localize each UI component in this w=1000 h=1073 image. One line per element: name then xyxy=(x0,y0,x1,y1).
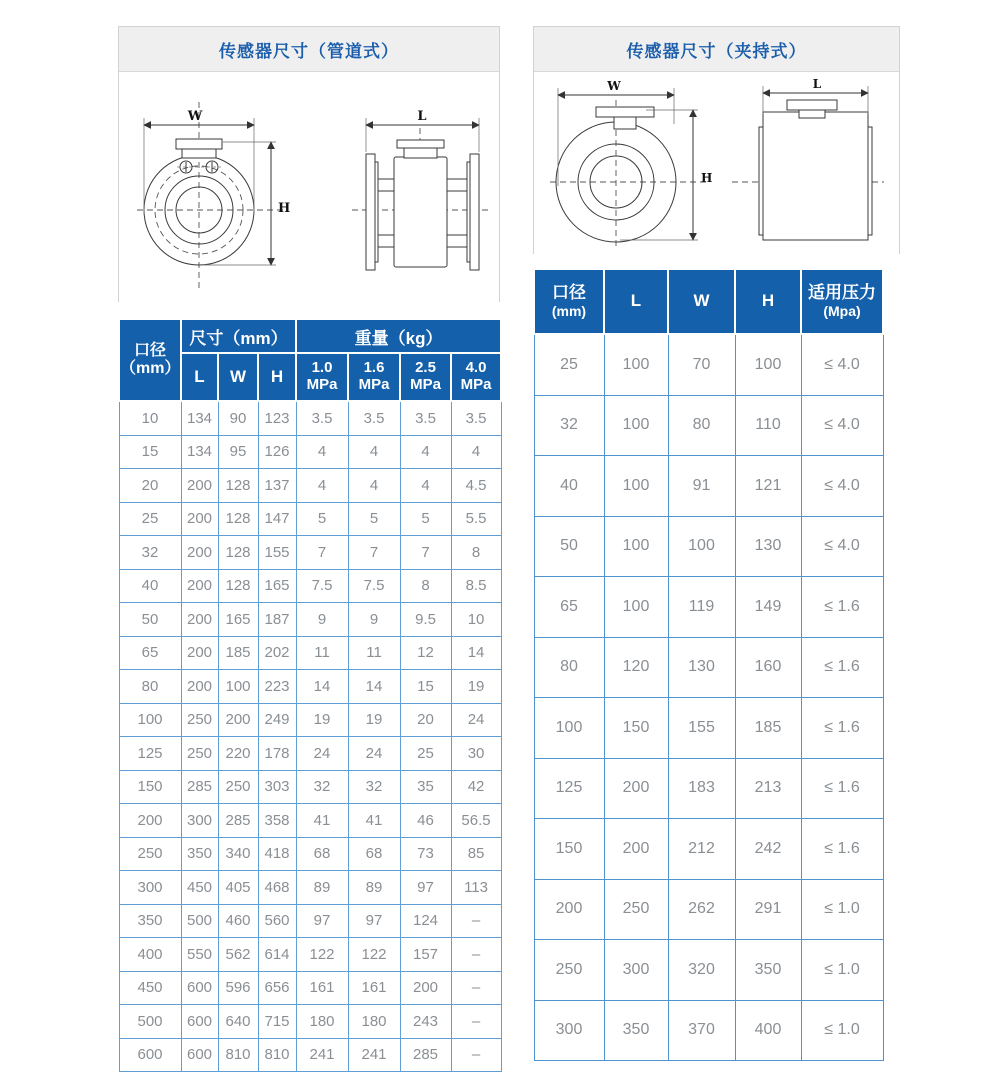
header-diameter-label: 口径 xyxy=(133,341,166,359)
table-cell: 596 xyxy=(218,971,258,1005)
table-cell: 97 xyxy=(400,871,451,905)
table-cell: 128 xyxy=(218,536,258,570)
header-w: W xyxy=(668,269,735,334)
table-row xyxy=(119,871,501,905)
table-cell: 25 xyxy=(400,737,451,771)
table-cell: 35 xyxy=(400,770,451,804)
table-cell: 128 xyxy=(218,502,258,536)
table-cell: 68 xyxy=(348,837,400,871)
table-cell: 20 xyxy=(119,469,181,503)
table-cell: 9 xyxy=(296,603,348,637)
table-cell: 5.5 xyxy=(451,502,501,536)
table-row xyxy=(534,395,883,456)
table-row xyxy=(119,703,501,737)
table-row xyxy=(119,435,501,469)
table-cell: 450 xyxy=(119,971,181,1005)
table-cell: 123 xyxy=(258,401,296,435)
dim-label-l: L xyxy=(812,77,822,91)
table-row xyxy=(534,334,883,395)
table-cell: 4 xyxy=(400,435,451,469)
table-cell: ≤ 1.6 xyxy=(801,698,883,759)
header-w: W xyxy=(218,353,258,401)
table-cell: 12 xyxy=(400,636,451,670)
table-cell: 149 xyxy=(735,577,801,638)
table-cell: 97 xyxy=(296,904,348,938)
table-cell: 285 xyxy=(181,770,218,804)
table-cell: 213 xyxy=(735,758,801,819)
table-cell: 405 xyxy=(218,871,258,905)
table-cell: 40 xyxy=(119,569,181,603)
table-cell: ≤ 1.6 xyxy=(801,637,883,698)
table-cell: 32 xyxy=(296,770,348,804)
table-cell: 185 xyxy=(218,636,258,670)
table-cell: ≤ 4.0 xyxy=(801,395,883,456)
table-cell: 160 xyxy=(735,637,801,698)
table-cell: 262 xyxy=(668,879,735,940)
table-row xyxy=(119,636,501,670)
table-cell: 500 xyxy=(119,1005,181,1039)
table-cell: 300 xyxy=(534,1000,604,1061)
table-cell: 8 xyxy=(451,536,501,570)
table-cell: 303 xyxy=(258,770,296,804)
clamp-table-body xyxy=(534,334,883,1061)
table-cell: 200 xyxy=(181,469,218,503)
table-cell: 350 xyxy=(604,1000,668,1061)
table-cell: 155 xyxy=(668,698,735,759)
table-cell: 122 xyxy=(348,938,400,972)
table-cell: 600 xyxy=(119,1038,181,1072)
table-cell: 10 xyxy=(451,603,501,637)
table-cell: 46 xyxy=(400,804,451,838)
dim-label-h: H xyxy=(701,171,713,185)
table-cell: 24 xyxy=(296,737,348,771)
table-cell: 340 xyxy=(218,837,258,871)
table-cell: 600 xyxy=(181,1038,218,1072)
table-cell: 40 xyxy=(534,456,604,517)
table-cell: 250 xyxy=(119,837,181,871)
table-cell: 200 xyxy=(400,971,451,1005)
table-cell: 19 xyxy=(348,703,400,737)
table-row xyxy=(534,819,883,880)
table-cell: 300 xyxy=(181,804,218,838)
table-cell: 100 xyxy=(735,334,801,395)
table-cell: 178 xyxy=(258,737,296,771)
table-cell: 562 xyxy=(218,938,258,972)
table-row xyxy=(119,837,501,871)
table-row xyxy=(534,879,883,940)
table-cell: 56.5 xyxy=(451,804,501,838)
table-cell: 50 xyxy=(119,603,181,637)
table-cell: – xyxy=(451,971,501,1005)
table-cell: 150 xyxy=(119,770,181,804)
table-row xyxy=(119,502,501,536)
table-cell: 8 xyxy=(400,569,451,603)
table-cell: 200 xyxy=(181,603,218,637)
table-row xyxy=(119,770,501,804)
table-cell: 32 xyxy=(348,770,400,804)
table-cell: 350 xyxy=(181,837,218,871)
table-cell: 125 xyxy=(534,758,604,819)
header-diameter xyxy=(119,319,181,401)
table-cell: 4 xyxy=(296,435,348,469)
pipe-sensor-drawing xyxy=(119,72,499,307)
table-cell: ≤ 1.0 xyxy=(801,940,883,1001)
table-cell: 32 xyxy=(119,536,181,570)
table-cell: 640 xyxy=(218,1005,258,1039)
table-row xyxy=(119,603,501,637)
table-cell: 7 xyxy=(348,536,400,570)
pipe-sensor-diagram-icon xyxy=(119,72,499,302)
table-cell: 113 xyxy=(451,871,501,905)
table-cell: 358 xyxy=(258,804,296,838)
table-cell: 250 xyxy=(604,879,668,940)
table-cell: 200 xyxy=(604,758,668,819)
table-cell: 7.5 xyxy=(296,569,348,603)
table-cell: 656 xyxy=(258,971,296,1005)
pipe-table-body xyxy=(119,401,501,1072)
table-cell: 250 xyxy=(181,703,218,737)
table-row xyxy=(534,698,883,759)
table-cell: 68 xyxy=(296,837,348,871)
table-cell: 100 xyxy=(218,670,258,704)
table-cell: – xyxy=(451,938,501,972)
table-cell: 100 xyxy=(604,456,668,517)
table-cell: 5 xyxy=(296,502,348,536)
table-cell: ≤ 1.6 xyxy=(801,758,883,819)
table-row xyxy=(534,456,883,517)
table-row xyxy=(119,938,501,972)
table-cell: 120 xyxy=(604,637,668,698)
table-cell: 11 xyxy=(348,636,400,670)
header-size-group: 尺寸（mm） xyxy=(181,319,296,353)
table-cell: 134 xyxy=(181,435,218,469)
table-cell: 15 xyxy=(400,670,451,704)
table-cell: 110 xyxy=(735,395,801,456)
table-row xyxy=(119,737,501,771)
table-row xyxy=(119,971,501,1005)
table-cell: ≤ 1.6 xyxy=(801,577,883,638)
table-cell: 165 xyxy=(258,569,296,603)
table-cell: 300 xyxy=(604,940,668,1001)
table-cell: 25 xyxy=(534,334,604,395)
table-cell: 50 xyxy=(534,516,604,577)
table-cell: 9.5 xyxy=(400,603,451,637)
table-cell: 4 xyxy=(296,469,348,503)
table-cell: 42 xyxy=(451,770,501,804)
table-cell: 400 xyxy=(735,1000,801,1061)
table-cell: 14 xyxy=(451,636,501,670)
table-cell: 91 xyxy=(668,456,735,517)
table-cell: – xyxy=(451,1038,501,1072)
table-cell: – xyxy=(451,1005,501,1039)
table-cell: 223 xyxy=(258,670,296,704)
table-cell: 134 xyxy=(181,401,218,435)
table-cell: 200 xyxy=(181,502,218,536)
header-l: L xyxy=(181,353,218,401)
table-cell: 8.5 xyxy=(451,569,501,603)
table-cell: 285 xyxy=(218,804,258,838)
table-cell: 126 xyxy=(258,435,296,469)
table-cell: 3.5 xyxy=(348,401,400,435)
table-cell: 200 xyxy=(119,804,181,838)
table-cell: 200 xyxy=(534,879,604,940)
table-cell: 300 xyxy=(119,871,181,905)
header-diameter: 口径 (mm) xyxy=(534,269,604,334)
table-cell: 10 xyxy=(119,401,181,435)
clamp-panel-title: 传感器尺寸（夹持式） xyxy=(534,27,899,72)
table-cell: 100 xyxy=(604,577,668,638)
table-cell: 73 xyxy=(400,837,451,871)
table-cell: 11 xyxy=(296,636,348,670)
table-cell: 80 xyxy=(534,637,604,698)
table-row xyxy=(119,569,501,603)
table-cell: 89 xyxy=(348,871,400,905)
table-cell: 320 xyxy=(668,940,735,1001)
table-cell: 30 xyxy=(451,737,501,771)
table-row xyxy=(119,1005,501,1039)
table-cell: 130 xyxy=(735,516,801,577)
table-cell: 249 xyxy=(258,703,296,737)
clamp-type-spec-table xyxy=(533,268,884,1061)
table-row xyxy=(119,1038,501,1072)
header-l: L xyxy=(604,269,668,334)
pipe-type-spec-table xyxy=(118,318,502,1072)
table-cell: 32 xyxy=(534,395,604,456)
table-cell: 200 xyxy=(181,536,218,570)
table-cell: 5 xyxy=(348,502,400,536)
table-cell: 85 xyxy=(451,837,501,871)
table-cell: 165 xyxy=(218,603,258,637)
table-cell: 89 xyxy=(296,871,348,905)
table-cell: 4.5 xyxy=(451,469,501,503)
table-cell: 19 xyxy=(296,703,348,737)
table-cell: 65 xyxy=(119,636,181,670)
table-row xyxy=(534,637,883,698)
clamp-sensor-drawing xyxy=(534,72,899,259)
table-cell: 614 xyxy=(258,938,296,972)
table-cell: 9 xyxy=(348,603,400,637)
table-row xyxy=(119,904,501,938)
table-cell: 291 xyxy=(735,879,801,940)
table-cell: 15 xyxy=(119,435,181,469)
table-cell: 285 xyxy=(400,1038,451,1072)
table-cell: 121 xyxy=(735,456,801,517)
table-cell: 137 xyxy=(258,469,296,503)
table-cell: 468 xyxy=(258,871,296,905)
dim-label-h: H xyxy=(278,201,291,216)
table-cell: 14 xyxy=(296,670,348,704)
table-cell: 14 xyxy=(348,670,400,704)
table-cell: 161 xyxy=(296,971,348,1005)
table-cell: 200 xyxy=(604,819,668,880)
table-cell: 370 xyxy=(668,1000,735,1061)
table-cell: 241 xyxy=(348,1038,400,1072)
table-cell: – xyxy=(451,904,501,938)
table-cell: 180 xyxy=(348,1005,400,1039)
table-cell: 19 xyxy=(451,670,501,704)
table-cell: 24 xyxy=(348,737,400,771)
table-cell: 20 xyxy=(400,703,451,737)
table-cell: 350 xyxy=(119,904,181,938)
table-cell: 150 xyxy=(534,819,604,880)
table-cell: 157 xyxy=(400,938,451,972)
table-cell: 183 xyxy=(668,758,735,819)
table-cell: 500 xyxy=(181,904,218,938)
table-cell: 155 xyxy=(258,536,296,570)
table-cell: 250 xyxy=(218,770,258,804)
table-cell: 100 xyxy=(668,516,735,577)
table-cell: 200 xyxy=(181,569,218,603)
table-cell: 7.5 xyxy=(348,569,400,603)
table-cell: 70 xyxy=(668,334,735,395)
table-row xyxy=(534,758,883,819)
table-cell: 5 xyxy=(400,502,451,536)
table-cell: 4 xyxy=(348,435,400,469)
table-cell: 400 xyxy=(119,938,181,972)
table-cell: 4 xyxy=(348,469,400,503)
header-4.0mpa: 4.0 MPa xyxy=(451,353,501,401)
table-cell: 80 xyxy=(119,670,181,704)
table-cell: 460 xyxy=(218,904,258,938)
table-cell: 100 xyxy=(119,703,181,737)
table-cell: 90 xyxy=(218,401,258,435)
table-cell: 4 xyxy=(451,435,501,469)
table-cell: 200 xyxy=(218,703,258,737)
table-cell: 41 xyxy=(348,804,400,838)
table-cell: 97 xyxy=(348,904,400,938)
table-cell: 7 xyxy=(296,536,348,570)
table-cell: 161 xyxy=(348,971,400,1005)
table-cell: 187 xyxy=(258,603,296,637)
table-cell: 212 xyxy=(668,819,735,880)
table-cell: 550 xyxy=(181,938,218,972)
header-pressure: 适用压力 (Mpa) xyxy=(801,269,883,334)
table-cell: 243 xyxy=(400,1005,451,1039)
table-cell: 3.5 xyxy=(400,401,451,435)
table-cell: 185 xyxy=(735,698,801,759)
table-cell: 242 xyxy=(735,819,801,880)
table-cell: 810 xyxy=(218,1038,258,1072)
header-h: H xyxy=(735,269,801,334)
table-cell: ≤ 1.6 xyxy=(801,819,883,880)
table-cell: ≤ 4.0 xyxy=(801,516,883,577)
table-cell: 7 xyxy=(400,536,451,570)
table-cell: ≤ 1.0 xyxy=(801,879,883,940)
table-row xyxy=(534,516,883,577)
table-row xyxy=(534,940,883,1001)
table-row xyxy=(119,469,501,503)
table-cell: 418 xyxy=(258,837,296,871)
table-cell: 100 xyxy=(604,516,668,577)
table-cell: 100 xyxy=(534,698,604,759)
table-cell: ≤ 4.0 xyxy=(801,456,883,517)
table-cell: 125 xyxy=(119,737,181,771)
table-cell: 220 xyxy=(218,737,258,771)
table-cell: 100 xyxy=(604,334,668,395)
table-cell: 3.5 xyxy=(451,401,501,435)
table-row xyxy=(119,536,501,570)
header-1.6mpa: 1.6 MPa xyxy=(348,353,400,401)
table-cell: 24 xyxy=(451,703,501,737)
table-cell: 130 xyxy=(668,637,735,698)
header-h: H xyxy=(258,353,296,401)
dim-label-w: W xyxy=(607,79,621,93)
table-cell: 128 xyxy=(218,569,258,603)
table-cell: 122 xyxy=(296,938,348,972)
table-cell: 180 xyxy=(296,1005,348,1039)
table-cell: 200 xyxy=(181,670,218,704)
table-cell: 95 xyxy=(218,435,258,469)
table-cell: 150 xyxy=(604,698,668,759)
table-cell: 65 xyxy=(534,577,604,638)
table-cell: ≤ 1.0 xyxy=(801,1000,883,1061)
clamp-sensor-panel xyxy=(533,26,900,254)
table-row xyxy=(534,1000,883,1061)
table-row xyxy=(534,577,883,638)
table-cell: 100 xyxy=(604,395,668,456)
clamp-sensor-diagram-icon xyxy=(534,72,899,254)
table-cell: ≤ 4.0 xyxy=(801,334,883,395)
table-cell: 250 xyxy=(534,940,604,1001)
table-cell: 124 xyxy=(400,904,451,938)
table-row xyxy=(119,401,501,435)
table-cell: 4 xyxy=(400,469,451,503)
table-cell: 41 xyxy=(296,804,348,838)
table-cell: 25 xyxy=(119,502,181,536)
table-cell: 147 xyxy=(258,502,296,536)
table-cell: 3.5 xyxy=(296,401,348,435)
header-weight-group: 重量（kg） xyxy=(296,319,501,353)
table-cell: 810 xyxy=(258,1038,296,1072)
dim-label-w: W xyxy=(187,109,203,124)
table-cell: 715 xyxy=(258,1005,296,1039)
header-1.0mpa: 1.0 MPa xyxy=(296,353,348,401)
table-cell: 600 xyxy=(181,1005,218,1039)
header-diameter-unit: （mm） xyxy=(120,360,181,377)
table-cell: 560 xyxy=(258,904,296,938)
table-row xyxy=(119,670,501,704)
header-2.5mpa: 2.5 MPa xyxy=(400,353,451,401)
pipe-sensor-panel xyxy=(118,26,500,302)
table-cell: 128 xyxy=(218,469,258,503)
table-row xyxy=(119,804,501,838)
table-cell: 350 xyxy=(735,940,801,1001)
table-cell: 450 xyxy=(181,871,218,905)
table-cell: 250 xyxy=(181,737,218,771)
table-cell: 202 xyxy=(258,636,296,670)
table-cell: 119 xyxy=(668,577,735,638)
table-cell: 80 xyxy=(668,395,735,456)
table-cell: 600 xyxy=(181,971,218,1005)
dim-label-l: L xyxy=(417,109,427,124)
pipe-panel-title: 传感器尺寸（管道式） xyxy=(119,27,499,72)
table-cell: 241 xyxy=(296,1038,348,1072)
table-cell: 200 xyxy=(181,636,218,670)
